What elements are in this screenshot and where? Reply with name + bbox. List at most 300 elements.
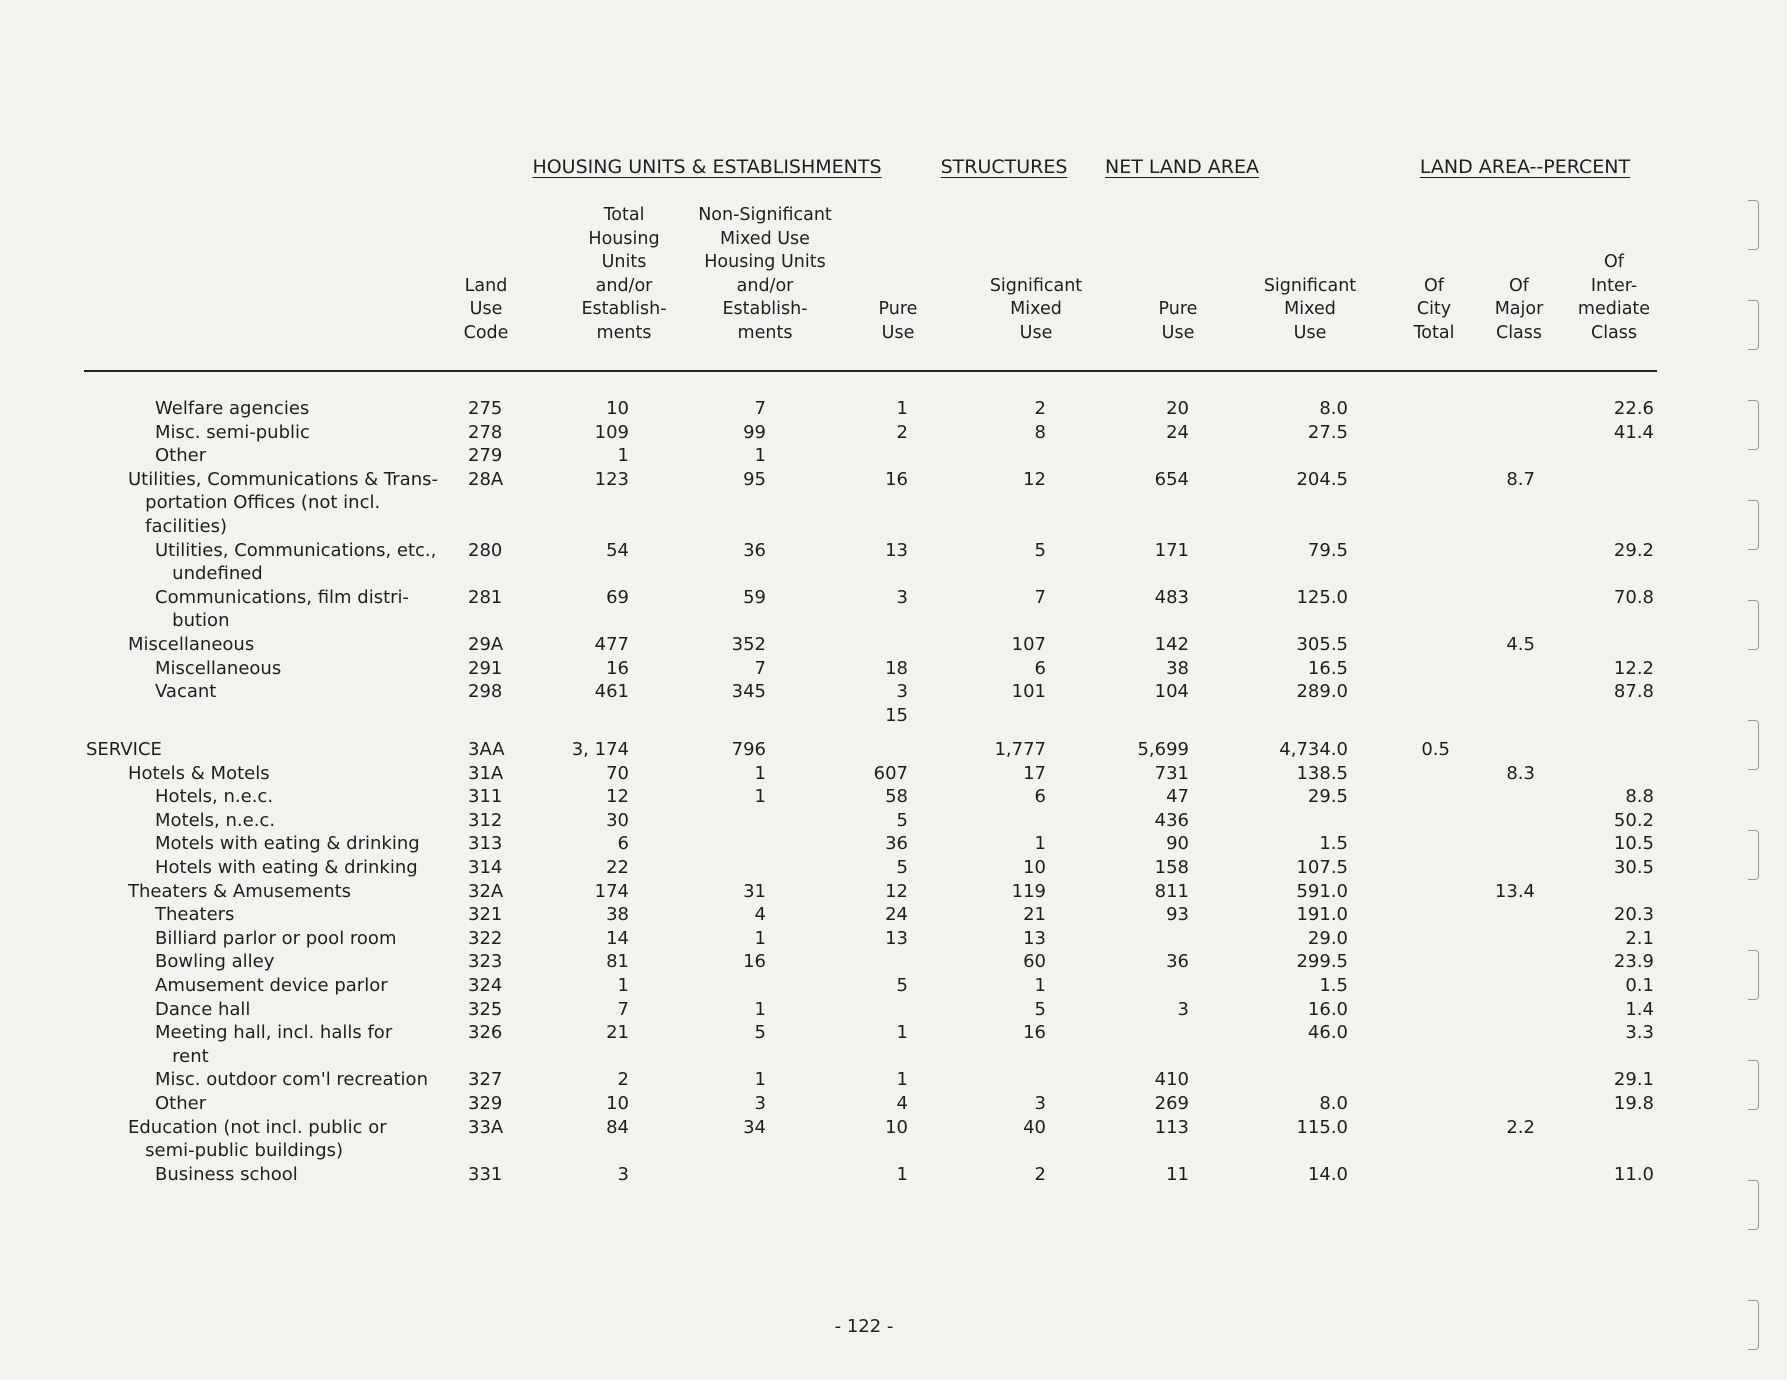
table-cell: 477 [594,634,629,655]
table-cell: 70.8 [1613,586,1654,608]
table-cell: 30 [606,809,629,831]
table-cell: 281 [468,586,503,608]
table-cell: 1 [754,1069,766,1091]
table-cell: 7 [754,657,766,679]
row-label: Misc. semi-public [155,421,310,443]
table-cell: 410 [1154,1069,1189,1091]
table-row [0,738,1787,762]
group-header: LAND AREA--PERCENT [1419,156,1631,178]
table-cell: 8.3 [1506,762,1535,784]
table-cell: 461 [594,681,629,703]
table-cell: 329 [468,1093,503,1114]
table-row [0,1163,1787,1187]
table-cell: 12 [1023,468,1046,490]
table-row [0,1068,1787,1092]
table-cell: 81 [606,951,629,973]
table-cell: 18 [885,657,908,679]
table-cell: 79.5 [1307,539,1348,561]
table-cell: 3 [1177,998,1189,1020]
table-cell: 13 [1023,927,1046,949]
table-cell: 38 [606,904,629,926]
table-cell: 10.5 [1613,833,1654,855]
binder-tab [1748,1060,1759,1110]
column-header-line: Of [1604,252,1624,272]
table-cell: 60 [1023,951,1046,973]
table-row [0,468,1787,539]
row-label: Hotels with eating & drinking [155,857,418,878]
row-label: Meeting hall, incl. halls for [155,1022,393,1044]
row-label: Bowling alley [155,951,275,973]
table-cell: 29.2 [1613,539,1654,561]
table-cell: 204.5 [1296,468,1348,490]
group-header: STRUCTURES [940,156,1068,178]
table-cell: 12.2 [1613,657,1654,679]
table-row [0,539,1787,586]
column-header-line: Land [464,275,508,296]
table-cell: 275 [468,398,503,419]
table-cell: 352 [731,634,766,655]
table-cell: 483 [1154,586,1189,608]
table-row [0,704,1787,728]
column-header-line: Establish- [581,299,667,319]
row-label: Billiard parlor or pool room [155,927,397,949]
table-cell: 1 [896,398,908,419]
row-label: SERVICE [86,739,162,760]
table-cell: 19.8 [1613,1093,1654,1114]
table-cell: 1 [1034,833,1046,855]
column-header-line: Significant [989,275,1083,296]
table-cell: 123 [594,468,629,490]
table-cell: 1 [754,762,766,784]
table-cell: 436 [1154,809,1189,831]
table-cell: 1 [754,786,766,808]
table-cell: 8.7 [1506,468,1535,490]
table-cell: 36 [1166,951,1189,973]
table-row [0,1021,1787,1068]
table-cell: 27.5 [1307,421,1348,443]
table-cell: 326 [468,1022,503,1044]
table-cell: 16.5 [1307,657,1348,679]
table-cell: 3AA [468,739,505,760]
table-cell: 1.5 [1319,833,1348,855]
table-cell: 47 [1166,786,1189,808]
table-cell: 41.4 [1613,421,1654,443]
table-cell: 3 [617,1163,629,1185]
row-label: Miscellaneous [128,634,255,655]
table-row [0,950,1787,974]
table-cell: 107.5 [1296,857,1348,878]
table-cell: 1.5 [1319,975,1348,996]
table-row [0,397,1787,421]
table-cell: 125.0 [1296,586,1348,608]
row-label: bution [155,610,230,632]
row-label: Dance hall [155,998,251,1020]
table-cell: 15 [885,704,908,726]
table-cell: 5 [896,857,908,878]
column-header-line: Housing Units [704,252,826,272]
table-cell: 6 [617,833,629,855]
binder-tab [1748,830,1759,880]
table-cell: 101 [1011,681,1046,703]
column-header-line: Of [1424,275,1444,296]
table-cell: 314 [468,857,503,878]
column-header-line: Use [469,299,503,319]
table-cell: 16 [743,951,766,973]
table-cell: 654 [1154,468,1189,490]
table-cell: 2 [1034,1163,1046,1185]
table-cell: 1.4 [1625,998,1654,1020]
table-cell: 158 [1154,857,1189,878]
table-cell: 331 [468,1163,503,1185]
table-cell: 280 [468,539,503,561]
table-row [0,903,1787,927]
table-cell: 2 [617,1069,629,1091]
row-label: Motels with eating & drinking [155,833,420,855]
table-cell: 811 [1154,880,1189,902]
table-cell: 16.0 [1307,998,1348,1020]
table-cell: 138.5 [1296,762,1348,784]
table-cell: 24 [885,904,908,926]
binder-tab [1748,300,1759,350]
column-header-line: Pure [1158,299,1198,319]
row-label: Communications, film distri- [155,586,410,608]
table-cell: 90 [1166,833,1189,855]
column-header-line: Total [603,205,645,225]
table-cell: 8.8 [1625,786,1654,808]
row-label: Other [155,445,207,467]
table-cell: 5 [896,975,908,996]
table-cell: 34 [743,1116,766,1138]
table-cell: 50.2 [1613,809,1654,831]
table-cell: 0.5 [1421,739,1450,760]
column-header-line: Class [1495,322,1543,343]
table-cell: 115.0 [1296,1116,1348,1138]
table-cell: 99 [743,421,766,443]
row-label: Hotels, n.e.c. [155,786,274,808]
table-cell: 54 [606,539,629,561]
table-cell: 36 [885,833,908,855]
column-header [411,205,561,345]
column-header-line: Mixed Use [720,228,810,249]
column-header-line: Non-Significant [698,205,832,225]
table-cell: 58 [885,786,908,808]
table-row [0,657,1787,681]
table-cell: 24 [1166,421,1189,443]
table-cell: 16 [885,468,908,490]
row-label: facilities) [128,515,227,537]
table-cell: 1 [754,927,766,949]
binder-tab [1748,1180,1759,1230]
column-header [961,205,1111,345]
table-cell: 87.8 [1613,681,1654,703]
table-cell: 21 [1023,904,1046,926]
column-header [1539,205,1689,345]
column-header-line: Establish- [722,299,808,319]
column-header-line: Major [1494,299,1544,319]
table-cell: 1 [896,1163,908,1185]
table-cell: 2 [896,421,908,443]
row-label: Theaters & Amusements [128,880,352,902]
table-cell: 4 [754,904,766,926]
table-cell: 269 [1154,1093,1189,1114]
table-cell: 345 [731,681,766,703]
table-cell: 17 [1023,762,1046,784]
table-cell: 22.6 [1613,398,1654,419]
table-cell: 84 [606,1116,629,1138]
table-cell: 107 [1011,634,1046,655]
binder-tab [1748,400,1759,450]
table-cell: 13 [885,539,908,561]
table-cell: 31A [468,762,504,784]
column-header [690,205,840,345]
table-cell: 11.0 [1613,1163,1654,1185]
table-cell: 46.0 [1307,1022,1348,1044]
table-cell: 171 [1154,539,1189,561]
table-cell: 119 [1011,880,1046,902]
table-cell: 325 [468,998,503,1020]
table-cell: 20.3 [1613,904,1654,926]
table-cell: 21 [606,1022,629,1044]
table-cell: 312 [468,809,503,831]
column-header-line: Significant [1263,275,1357,296]
table-cell: 1 [896,1069,908,1091]
table-cell: 5 [1034,539,1046,561]
table-row [0,809,1787,833]
table-cell: 12 [606,786,629,808]
column-header-line: and/or [736,275,794,296]
group-header: HOUSING UNITS & ESTABLISHMENTS [532,156,882,178]
table-cell: 31 [743,880,766,902]
table-row [0,633,1787,657]
table-cell: 2.2 [1506,1116,1535,1138]
table-row [0,1116,1787,1163]
column-header-line: Of [1509,275,1529,296]
binder-tab [1748,200,1759,250]
column-header-line: Inter- [1590,275,1638,296]
table-row [0,974,1787,998]
table-cell: 1 [617,445,629,467]
table-cell: 20 [1166,398,1189,419]
table-cell: 298 [468,681,503,703]
table-cell: 12 [885,880,908,902]
table-cell: 299.5 [1296,951,1348,973]
table-cell: 591.0 [1296,880,1348,902]
column-header-line: Use [1293,322,1327,343]
table-cell: 322 [468,927,503,949]
table-cell: 3, 174 [571,739,629,760]
table-cell: 7 [617,998,629,1020]
table-cell: 142 [1154,634,1189,655]
page-number: - 122 - [834,1316,894,1337]
table-cell: 3 [896,681,908,703]
row-label: Vacant [155,681,217,703]
column-header-line: Use [1019,322,1053,343]
table-row [0,856,1787,880]
table-cell: 30.5 [1613,857,1654,878]
table-cell: 5,699 [1137,739,1189,760]
column-header-line: Pure [878,299,918,319]
binder-tab [1748,500,1759,550]
table-cell: 0.1 [1625,975,1654,996]
table-cell: 4.5 [1506,634,1535,655]
table-cell: 3 [754,1093,766,1114]
table-cell: 327 [468,1069,503,1091]
table-cell: 311 [468,786,503,808]
table-cell: 8.0 [1319,398,1348,419]
table-cell: 10 [1023,857,1046,878]
table-cell: 3 [896,586,908,608]
table-cell: 291 [468,657,503,679]
table-cell: 7 [1034,586,1046,608]
row-label: Business school [155,1163,298,1185]
column-header-line: Total [1413,322,1455,343]
header-rule [84,370,1657,372]
table-cell: 289.0 [1296,681,1348,703]
table-row [0,421,1787,445]
table-cell: 5 [1034,998,1046,1020]
column-header-line: Code [463,322,509,343]
table-cell: 38 [1166,657,1189,679]
table-cell: 731 [1154,762,1189,784]
row-label: portation Offices (not incl. [128,492,381,514]
table-cell: 796 [731,739,766,760]
table-cell: 279 [468,445,503,467]
row-label: Welfare agencies [155,398,310,419]
table-row [0,880,1787,904]
group-header: NET LAND AREA [1105,156,1259,178]
table-cell: 113 [1154,1116,1189,1138]
table-cell: 1 [617,975,629,996]
table-cell: 40 [1023,1116,1046,1138]
table-cell: 29A [468,634,504,655]
table-cell: 323 [468,951,503,973]
table-cell: 16 [1023,1022,1046,1044]
table-cell: 16 [606,657,629,679]
column-header-line: and/or [595,275,653,296]
table-cell: 14.0 [1307,1163,1348,1185]
table-cell: 324 [468,975,503,996]
table-cell: 321 [468,904,503,926]
table-cell: 22 [606,857,629,878]
row-label: Amusement device parlor [155,975,388,996]
table-cell: 3.3 [1625,1022,1654,1044]
table-cell: 33A [468,1116,504,1138]
row-label: Utilities, Communications & Trans- [128,468,438,490]
table-cell: 8 [1034,421,1046,443]
table-cell: 10 [606,398,629,419]
row-label: Other [155,1093,207,1114]
row-label: undefined [155,563,263,585]
column-header-line: Mixed [1010,299,1062,319]
binder-tab [1748,1300,1759,1350]
row-label: semi-public buildings) [128,1140,344,1162]
table-cell: 29.1 [1613,1069,1654,1091]
table-cell: 5 [754,1022,766,1044]
table-cell: 1 [1034,975,1046,996]
binder-tab [1748,600,1759,650]
table-cell: 1,777 [994,739,1046,760]
table-cell: 13 [885,927,908,949]
table-cell: 191.0 [1296,904,1348,926]
table-row [0,927,1787,951]
table-cell: 1 [754,445,766,467]
column-header-line: Use [881,322,915,343]
table-row [0,785,1787,809]
table-cell: 313 [468,833,503,855]
table-cell: 70 [606,762,629,784]
column-header [549,205,699,345]
table-cell: 32A [468,880,504,902]
column-header-line: ments [737,322,793,343]
table-cell: 95 [743,468,766,490]
row-label: Education (not incl. public or [128,1116,387,1138]
table-cell: 93 [1166,904,1189,926]
table-cell: 28A [468,468,504,490]
table-cell: 8.0 [1319,1093,1348,1114]
table-row [0,832,1787,856]
column-header-line: City [1416,299,1452,319]
table-row [0,586,1787,633]
column-header-line: ments [596,322,652,343]
table-cell: 69 [606,586,629,608]
column-header-line: Use [1161,322,1195,343]
table-row [0,1092,1787,1116]
table-cell: 59 [743,586,766,608]
binder-tab [1748,950,1759,1000]
row-label: Motels, n.e.c. [155,809,276,831]
table-cell: 2 [1034,398,1046,419]
table-cell: 36 [743,539,766,561]
table-row [0,998,1787,1022]
table-cell: 6 [1034,657,1046,679]
table-cell: 13.4 [1494,880,1535,902]
binder-tab [1748,720,1759,770]
row-label: Hotels & Motels [128,762,270,784]
table-cell: 1 [754,998,766,1020]
table-cell: 4,734.0 [1279,739,1348,760]
table-cell: 23.9 [1613,951,1654,973]
table-cell: 11 [1166,1163,1189,1185]
table-row [0,762,1787,786]
column-header-line: Class [1590,322,1638,343]
table-cell: 7 [754,398,766,419]
table-cell: 6 [1034,786,1046,808]
table-cell: 10 [885,1116,908,1138]
table-cell: 607 [873,762,908,784]
column-header [1103,205,1253,345]
row-label: Misc. outdoor com'l recreation [155,1069,428,1091]
table-row [0,680,1787,704]
column-header-line: Mixed [1284,299,1336,319]
table-cell: 104 [1154,681,1189,703]
column-header [823,205,973,345]
table-cell: 305.5 [1296,634,1348,655]
table-row [0,444,1787,468]
table-cell: 174 [594,880,629,902]
table-cell: 10 [606,1093,629,1114]
row-label: Utilities, Communications, etc., [155,539,437,561]
table-cell: 109 [594,421,629,443]
column-header-line: Units [601,252,647,272]
table-cell: 14 [606,927,629,949]
table-cell: 29.0 [1307,927,1348,949]
table-cell: 29.5 [1307,786,1348,808]
column-header-line: mediate [1577,299,1651,319]
table-cell: 1 [896,1022,908,1044]
table-cell: 278 [468,421,503,443]
column-header-line: Housing [588,228,660,249]
row-label: Miscellaneous [155,657,282,679]
